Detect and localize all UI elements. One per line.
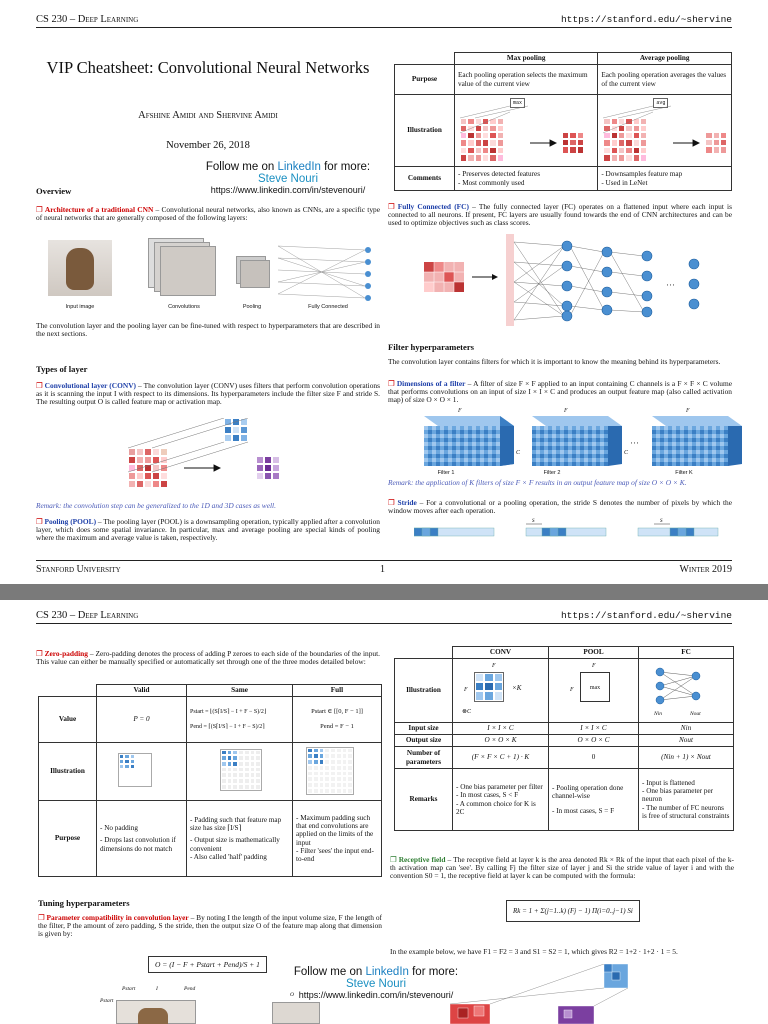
svg-text:C: C bbox=[516, 450, 521, 456]
dim-term: Dimensions of a filter bbox=[396, 379, 466, 388]
col-pool: POOL bbox=[549, 647, 639, 659]
receptive-field-figure bbox=[444, 964, 654, 1024]
input-image-photo bbox=[48, 240, 112, 296]
date: November 26, 2018 bbox=[166, 140, 250, 151]
tuning-heading: Tuning hyperparameters bbox=[38, 898, 130, 908]
bullet-icon: ❐ bbox=[38, 913, 45, 922]
page-header bbox=[36, 14, 732, 28]
footer-term: Winter 2019 bbox=[679, 564, 732, 575]
stride-term: Stride bbox=[397, 498, 417, 507]
col-avg-pooling: Average pooling bbox=[598, 53, 732, 65]
bullet-icon: ❐ bbox=[390, 855, 397, 864]
pooling-maps bbox=[240, 260, 270, 288]
label-filter-k: Filter K bbox=[675, 470, 693, 476]
svg-text:S: S bbox=[532, 519, 535, 524]
layer-comparison-table bbox=[394, 646, 734, 831]
footer-page-number: 1 bbox=[380, 564, 385, 575]
conv-illustration: F F ×K ⊗C bbox=[453, 659, 549, 723]
footer-university: Stanford University bbox=[36, 564, 121, 575]
same-illustration bbox=[187, 743, 293, 801]
remarks-conv: - One bias parameter per filter - In most cases, S < F - A common choice for K is 2C bbox=[453, 769, 549, 831]
conv-paragraph: ❐ Convolutional layer (CONV) – The convolution layer (CONV) uses filters that perform convolution operations as it is scanning the input I with respect to its dimensions. Its hyperparameters include the filter size F and stride S. The resulting output O is called feature map or activation map. bbox=[36, 381, 381, 407]
arch-after-text: The convolution layer and the pooling layer can be fine-tuned with respect to hyperparameters that are described in the next sections. bbox=[36, 321, 380, 339]
zero-padding-table bbox=[38, 684, 382, 877]
purpose-valid: - No padding - Drops last convolution if dimensions do not match bbox=[97, 801, 187, 877]
label-filter-1: Filter 1 bbox=[437, 470, 455, 476]
conv-remark: Remark: the convolution step can be generalized to the 1D and 3D cases as well. bbox=[36, 501, 276, 510]
follow-url[interactable]: https://www.linkedin.com/in/stevenouri/ bbox=[210, 185, 366, 195]
follow-name-2[interactable]: Steve Nouri bbox=[345, 978, 407, 990]
arch-term: Architecture of a traditional CNN bbox=[44, 205, 154, 214]
conv-projection-lines bbox=[128, 418, 328, 490]
param-paragraph: ❐ Parameter compatibility in convolution layer – By noting I the length of the input volume size, F the length of the filter, P the amount of zero padding, S the stride, then the output size O of the feature map along that dimension is given by: bbox=[38, 913, 382, 939]
receptive-field-formula: Rk = 1 + Σ(j=1..k) (Fj − 1) Π(i=0..j−1) Si bbox=[506, 900, 640, 922]
page-2 bbox=[0, 600, 768, 1024]
label-i: I bbox=[156, 986, 158, 992]
param-term: Parameter compatibility in convolution layer bbox=[46, 913, 189, 922]
conv-term: Convolutional layer (CONV) bbox=[44, 381, 136, 390]
cnn-architecture-figure bbox=[48, 238, 378, 314]
fc-illustration: Nin Nout bbox=[639, 659, 734, 723]
follow-banner: Follow me on LinkedIn for more: Steve Nouri https://www.linkedin.com/in/stevenouri/ bbox=[190, 161, 386, 195]
fc-figure bbox=[424, 232, 704, 328]
zp-term: Zero-padding bbox=[44, 649, 88, 658]
params-conv: (F × F × C + 1) · K bbox=[453, 747, 549, 769]
max-tag: max bbox=[510, 98, 525, 108]
linkedin-link-2[interactable]: LinkedIn bbox=[365, 966, 409, 978]
follow-url-2[interactable]: https://www.linkedin.com/in/stevenouri/ bbox=[298, 990, 454, 1000]
overview-heading: Overview bbox=[36, 186, 72, 196]
bullet-icon: ❐ bbox=[388, 498, 395, 507]
header-course: CS 230 – Deep Learning bbox=[36, 610, 139, 621]
value-same: Pstart = ⌊(S⌈I/S⌉ − I + F − S)/2⌋ Pend = ⌈(S⌈I/S⌉ − I + F − S)/2⌉ bbox=[187, 697, 293, 743]
label-o: O bbox=[290, 992, 294, 998]
col-same: Same bbox=[187, 685, 293, 697]
row-illustration: Illustration bbox=[395, 95, 455, 167]
dim-paragraph: ❐ Dimensions of a filter – A filter of size F × F applied to an input containing C channels is a F × F × C volume that performs convolutions on an input of size I × I × C and produces an output feature map (also called activation map) of size O × O × 1. bbox=[388, 379, 732, 405]
full-illustration bbox=[293, 743, 382, 801]
label-pooling: Pooling bbox=[242, 304, 262, 310]
rf-term: Receptive field bbox=[398, 855, 446, 864]
pooling-table bbox=[394, 52, 732, 191]
purpose-max: Each pooling operation selects the maximum value of the current view bbox=[455, 65, 598, 95]
valid-illustration bbox=[97, 743, 187, 801]
input-fc: Nin bbox=[639, 723, 734, 735]
bullet-icon: ❐ bbox=[36, 205, 43, 214]
row-illustration: Illustration bbox=[395, 659, 453, 723]
zp-paragraph: ❐ Zero-padding – Zero-padding denotes the process of adding P zeroes to each side of the boundaries of the input. This value can either be manually specified or automatically set through one of the three modes detailed below: bbox=[36, 649, 380, 667]
output-pool: O × O × C bbox=[549, 735, 639, 747]
bullet-icon: ❐ bbox=[36, 517, 43, 526]
authors: Afshine Amidi and Shervine Amidi bbox=[138, 110, 278, 121]
filters-figure bbox=[404, 406, 744, 480]
convolution-maps bbox=[160, 246, 216, 296]
header-url[interactable]: https://stanford.edu/~shervine bbox=[560, 14, 732, 25]
label-pend: Pend bbox=[184, 986, 196, 992]
label-pstart: Pstart bbox=[122, 986, 136, 992]
bullet-icon: ❐ bbox=[388, 202, 395, 211]
svg-text:···: ··· bbox=[666, 280, 675, 290]
row-remarks: Remarks bbox=[395, 769, 453, 831]
row-purpose: Purpose bbox=[395, 65, 455, 95]
svg-text:F: F bbox=[564, 408, 568, 414]
stride-figure bbox=[414, 516, 730, 542]
convolution-figure bbox=[128, 418, 328, 490]
dim-remark: Remark: the application of K filters of size F × F results in an output feature map of size O × O × K. bbox=[388, 478, 687, 487]
params-fc: (Nin + 1) × Nout bbox=[639, 747, 734, 769]
comments-max: - Preserves detected features - Most commonly used bbox=[455, 167, 598, 191]
linkedin-link[interactable]: LinkedIn bbox=[277, 161, 321, 173]
value-full: Pstart ∈ [[0, F − 1]] Pend = F − 1 bbox=[293, 697, 382, 743]
fc-paragraph: ❐ Fully Connected (FC) – The fully connected layer (FC) operates on a flattened input where each input is connected to all neurons. If present, FC layers are usually found towards the end of CNN architectures and can be used to optimize objectives such as class scores. bbox=[388, 202, 732, 228]
label-convolutions: Convolutions bbox=[168, 304, 200, 310]
col-max-pooling: Max pooling bbox=[455, 53, 598, 65]
row-purpose: Purpose bbox=[39, 801, 97, 877]
fc-term: Fully Connected (FC) bbox=[397, 202, 469, 211]
pool-illustration: F F max bbox=[549, 659, 639, 723]
row-number-params: Number of parameters bbox=[395, 747, 453, 769]
max-pool-illustration bbox=[455, 95, 598, 167]
follow-banner-2: Follow me on LinkedIn for more: Steve Nouri https://www.linkedin.com/in/stevenouri/ bbox=[278, 966, 474, 1000]
bullet-icon: ❐ bbox=[36, 381, 43, 390]
purpose-avg: Each pooling operation averages the values of the current view bbox=[598, 65, 732, 95]
col-valid: Valid bbox=[97, 685, 187, 697]
page-header bbox=[36, 610, 732, 624]
col-fc: FC bbox=[639, 647, 734, 659]
output-fc: Nout bbox=[639, 735, 734, 747]
row-comments: Comments bbox=[395, 167, 455, 191]
label-fully-connected: Fully Connected bbox=[308, 304, 348, 310]
value-valid: P = 0 bbox=[97, 697, 187, 743]
conv-output-grid bbox=[256, 456, 280, 480]
fc-mini-network-icon bbox=[654, 666, 704, 706]
svg-text:···: ··· bbox=[630, 438, 639, 448]
stride-paragraph: ❐ Stride – For a convolutional or a pooling operation, the stride S denotes the number of pixels by which the window moves after each operation. bbox=[388, 498, 732, 516]
header-url[interactable]: https://stanford.edu/~shervine bbox=[560, 610, 732, 621]
remarks-fc: - Input is flattened - One bias parameter per neuron - The number of FC neurons is free of structural constraints bbox=[639, 769, 734, 831]
pool-paragraph: ❐ Pooling (POOL) – The pooling layer (POOL) is a downsampling operation, typically applied after a convolution layer, which does some spatial invariance. In particular, max and average pooling are special kinds of pooling where the maximum and average value is taken, respectively. bbox=[36, 517, 380, 543]
row-input-size: Input size bbox=[395, 723, 453, 735]
output-size-formula: O = (I − F + Pstart + Pend)/S + 1 bbox=[148, 956, 267, 973]
col-full: Full bbox=[293, 685, 382, 697]
purpose-full: - Maximum padding such that end convolutions are applied on the limits of the input - Filter 'sees' the input end-to-end bbox=[293, 801, 382, 877]
purpose-same: - Padding such that feature map size has size ⌈I/S⌉ - Output size is mathematically convenient - Also called 'half' padding bbox=[187, 801, 293, 877]
row-output-size: Output size bbox=[395, 735, 453, 747]
pool-term: Pooling (POOL) bbox=[44, 517, 97, 526]
params-pool: 0 bbox=[549, 747, 639, 769]
input-pool: I × I × C bbox=[549, 723, 639, 735]
svg-text:C: C bbox=[624, 450, 629, 456]
filter-intro: The convolution layer contains filters for which it is important to know the meaning behind its hyperparameters. bbox=[388, 357, 721, 366]
svg-text:F: F bbox=[686, 408, 690, 414]
avg-tag: avg bbox=[653, 98, 668, 108]
bullet-icon: ❐ bbox=[388, 379, 395, 388]
follow-name[interactable]: Steve Nouri bbox=[257, 173, 319, 185]
label-filter-2: Filter 2 bbox=[543, 470, 561, 476]
comments-avg: - Downsamples feature map - Used in LeNet bbox=[598, 167, 732, 191]
svg-text:S: S bbox=[660, 519, 663, 524]
arch-paragraph: ❐ Architecture of a traditional CNN – Convolutional neural networks, also known as CNNs, are a specific type of neural networks that are generally composed of the following layers: bbox=[36, 205, 380, 223]
header-course: CS 230 – Deep Learning bbox=[36, 14, 139, 25]
filter-heading: Filter hyperparameters bbox=[388, 342, 474, 352]
label-pstart-side: Pstart bbox=[100, 998, 114, 1004]
rf-example: In the example below, we have F1 = F2 = 3 and S1 = S2 = 1, which gives R2 = 1+2 · 1+2 · 1 = 5. bbox=[390, 947, 678, 956]
page-title: VIP Cheatsheet: Convolutional Neural Networks bbox=[46, 58, 370, 77]
page-footer bbox=[36, 560, 732, 574]
types-heading: Types of layer bbox=[36, 364, 88, 374]
fc-network-icon bbox=[270, 238, 378, 308]
col-conv: CONV bbox=[453, 647, 549, 659]
avg-pool-illustration bbox=[598, 95, 732, 167]
label-input-image: Input image bbox=[65, 304, 95, 310]
output-conv: O × O × K bbox=[453, 735, 549, 747]
bullet-icon: ❐ bbox=[36, 649, 43, 658]
input-conv: I × I × C bbox=[453, 723, 549, 735]
teddy-bear-icon bbox=[138, 1008, 168, 1024]
row-illustration: Illustration bbox=[39, 743, 97, 801]
rf-paragraph: ❐ Receptive field – The receptive field at layer k is the area denoted Rk × Rk of the input that each pixel of the k-th activation map can 'see'. By calling Fj the filter size of layer j and Si the stride value of layer i and with the convention S0 = 1, the receptive field at layer k can be computed with the formula: bbox=[390, 855, 734, 881]
svg-text:F: F bbox=[458, 408, 462, 414]
row-value: Value bbox=[39, 697, 97, 743]
teddy-bear-icon bbox=[66, 248, 94, 290]
remarks-pool: - Pooling operation done channel-wise - In most cases, S = F bbox=[549, 769, 639, 831]
